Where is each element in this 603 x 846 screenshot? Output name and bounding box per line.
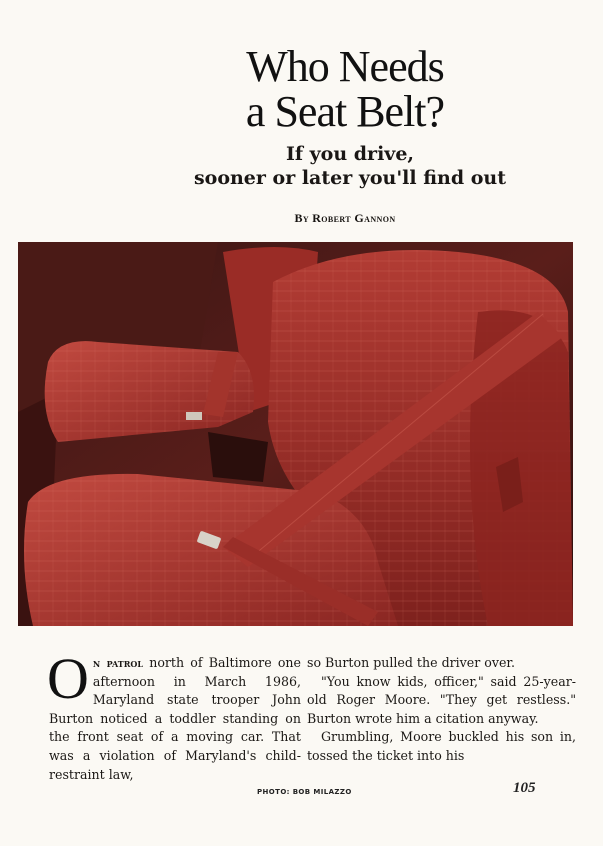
paragraph-continuation: so Burton pulled the driver over.: [307, 655, 516, 670]
subtitle-line-2: sooner or later you'll find out: [193, 167, 507, 189]
byline-prefix: By: [294, 211, 310, 225]
column-1-text: north of Baltimore one afternoon in March 1986, Maryland state trooper John Burton noticed a toddler standing on the front seat of a moving car. That was a violation of Maryland's child-restraint law,: [49, 655, 302, 782]
article-subtitle: [150, 142, 550, 190]
title-line-2: a Seat Belt?: [245, 87, 445, 136]
column-1: [47, 646, 302, 784]
car-seat-illustration: [18, 242, 573, 626]
page-number: 105: [513, 780, 536, 796]
paragraph-grumbling: Grumbling, Moore buckled his son in, tossed the ticket into his: [307, 729, 576, 763]
article-body: [47, 646, 576, 784]
byline-author: Robert Gannon: [312, 211, 396, 225]
paragraph-quote: "You know kids, officer," said 25-year-old Roger Moore. "They get restless." Burton wrote him a citation anyway.: [307, 673, 576, 726]
drop-cap: O: [47, 646, 89, 711]
subtitle-line-1: If you drive,: [285, 143, 415, 165]
car-seat-photo: [18, 242, 573, 626]
column-2: [307, 654, 576, 766]
article-title: [180, 44, 510, 134]
title-line-1: Who Needs: [246, 42, 444, 91]
byline: [230, 211, 460, 226]
photo-credit: PHOTO: BOB MILAZZO: [257, 788, 352, 796]
lead-in: n patrol: [92, 656, 143, 670]
